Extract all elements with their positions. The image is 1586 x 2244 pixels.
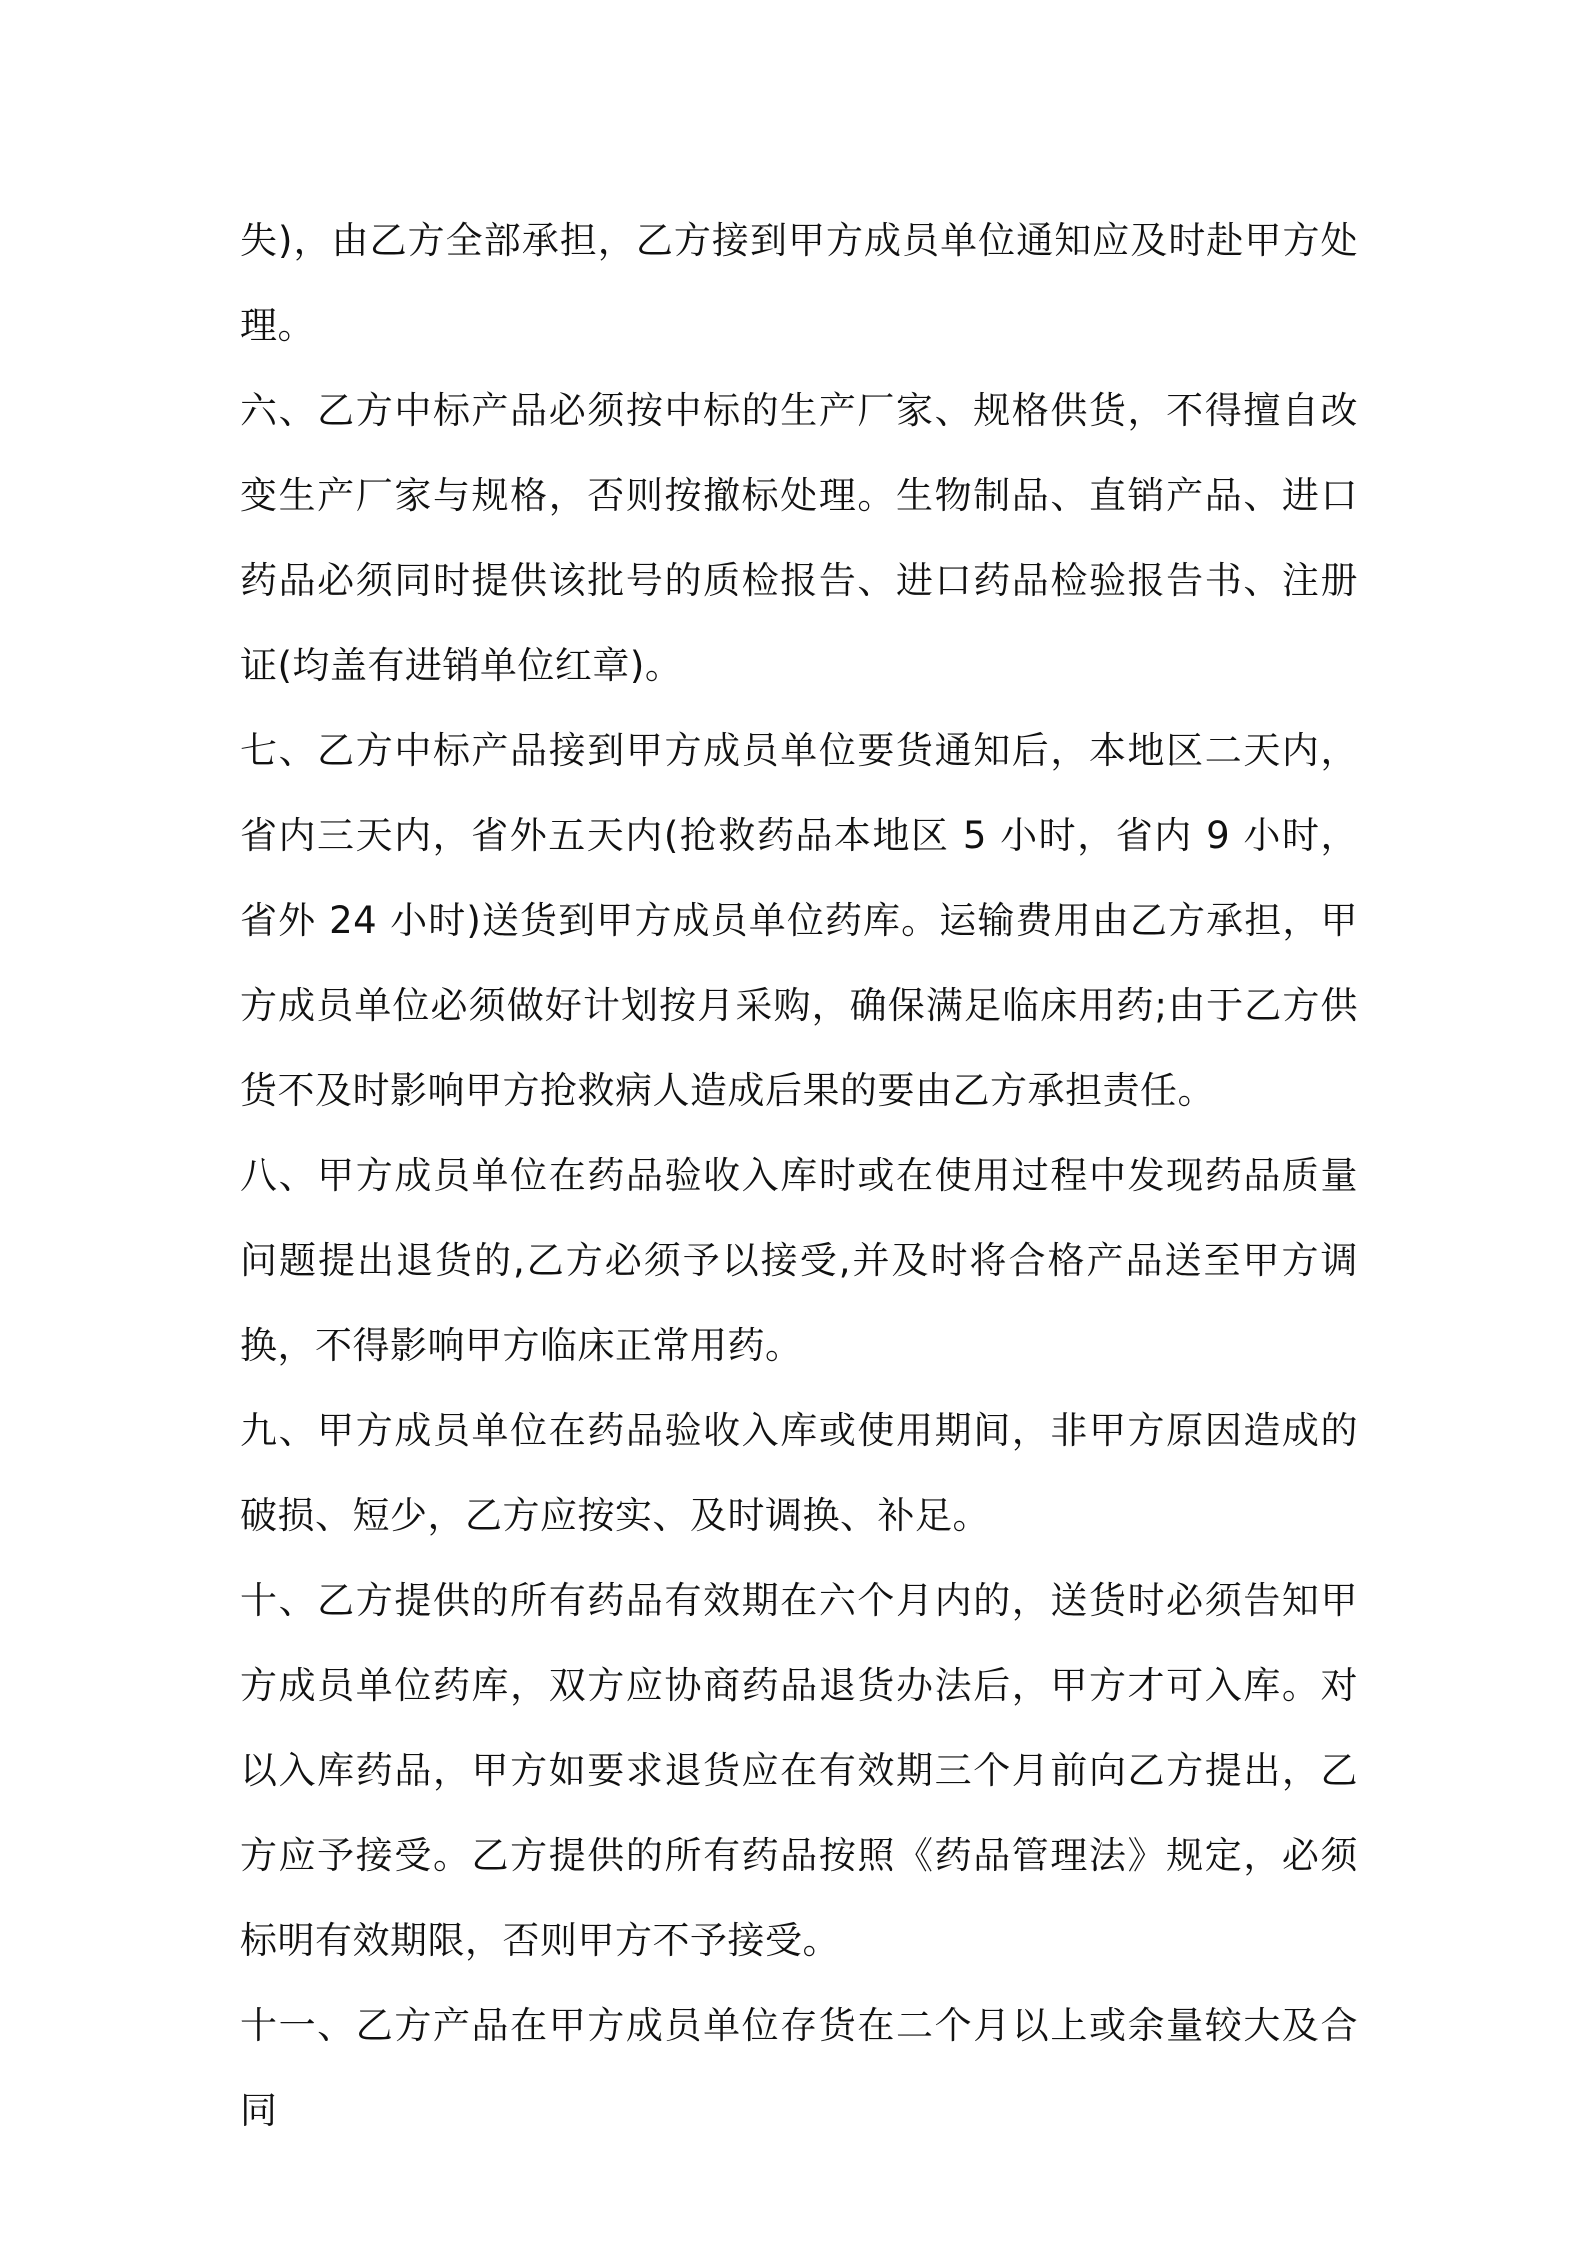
paragraph-clause-6: 六、乙方中标产品必须按中标的生产厂家、规格供货，不得擅自改变生产厂家与规格，否则按撤标处理。生物制品、直销产品、进口药品必须同时提供该批号的质检报告、进口药品检验报告书、注册证(均盖有进销单位红章)。 [240, 389, 1358, 687]
paragraph-clause-11: 十一、乙方产品在甲方成员单位存货在二个月以上或余量较大及合同 [240, 2004, 1358, 2132]
document-page [240, 198, 1358, 2153]
paragraph-clause-8: 八、甲方成员单位在药品验收入库时或在使用过程中发现药品质量问题提出退货的,乙方必须予以接受,并及时将合格产品送至甲方调换，不得影响甲方临床正常用药。 [240, 1154, 1358, 1367]
paragraph-clause-9: 九、甲方成员单位在药品验收入库或使用期间，非甲方原因造成的破损、短少，乙方应按实、及时调换、补足。 [240, 1409, 1358, 1537]
paragraph-clause-10: 十、乙方提供的所有药品有效期在六个月内的，送货时必须告知甲方成员单位药库，双方应协商药品退货办法后，甲方才可入库。对以入库药品，甲方如要求退货应在有效期三个月前向乙方提出，乙方应予接受。乙方提供的所有药品按照《药品管理法》规定，必须标明有效期限，否则甲方不予接受。 [240, 1579, 1358, 1962]
paragraph-clause-7: 七、乙方中标产品接到甲方成员单位要货通知后，本地区二天内，省内三天内，省外五天内(抢救药品本地区 5 小时，省内 9 小时，省外 24 小时)送货到甲方成员单位药库。运输费用由乙方承担，甲方成员单位必须做好计划按月采购，确保满足临床用药;由于乙方供货不及时影响甲方抢救病人造成后果的要由乙方承担责任。 [240, 729, 1358, 1112]
paragraph-continuation: 失)，由乙方全部承担，乙方接到甲方成员单位通知应及时赴甲方处理。 [240, 219, 1358, 347]
